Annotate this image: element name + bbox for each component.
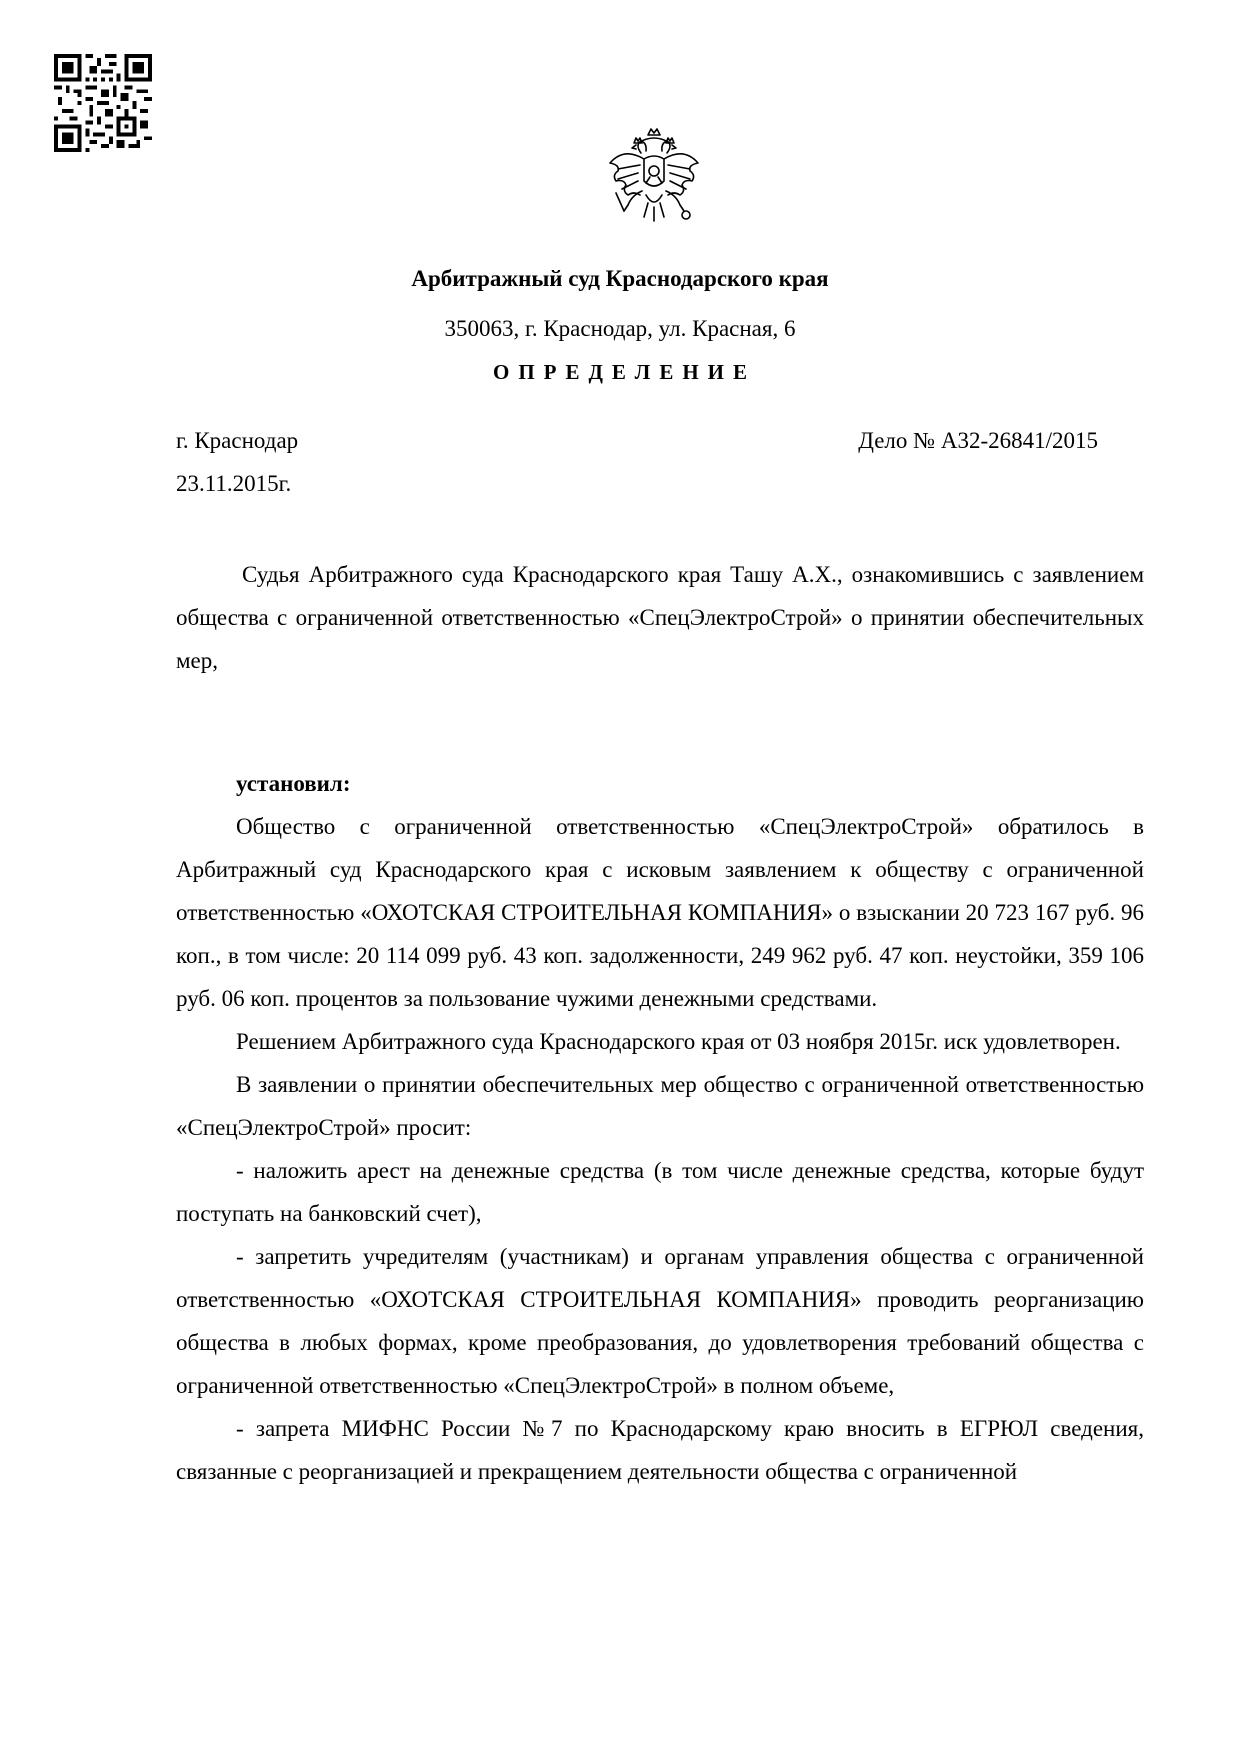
paragraph-decision: Решением Арбитражного суда Краснодарского края от 03 ноября 2015г. иск удовлетворен.: [236, 1029, 1121, 1054]
document-date: 23.11.2015г.: [176, 471, 292, 496]
court-name: Арбитражный суд Краснодарского края: [411, 266, 829, 291]
coat-of-arms-emblem: [604, 125, 704, 240]
case-number: Дело № А32-26841/2015: [858, 428, 1098, 453]
paragraph-claim: Общество с ограниченной ответственностью «СпецЭлектроСтрой» обратилось в Арбитражный суд Краснодарского края с исковым заявлением к обществу с ограниченной ответственностью «ОХОТСКАЯ СТРОИТЕЛЬНАЯ КОМПАНИЯ» о взыскании 20 723 167 руб. 96 коп., в том числе: 20 114 099 руб. 43 коп. задолженности, 249 962 руб. 47 коп. неустойки, 359 106 руб. 06 коп. процентов за пользование чужими денежными средствами.: [176, 814, 1144, 1011]
list-item-reorganization-ban: - запретить учредителям (участникам) и органам управления общества с ограниченной ответственностью «ОХОТСКАЯ СТРОИТЕЛЬНАЯ КОМПАНИЯ» проводить реорганизацию общества в любых формах, кроме преобразования, до удовлетворения требований общества с ограниченной ответственностью «СпецЭлектроСтрой» в полном объеме,: [176, 1244, 1144, 1398]
list-item-registry-ban: - запрета МИФНС России №7 по Краснодарскому краю вносить в ЕГРЮЛ сведения, связанные с реорганизацией и прекращением деятельности общества с ограниченной: [176, 1416, 1144, 1484]
document-type-title: ОПРЕДЕЛЕНИЕ: [492, 360, 756, 384]
paragraph-request: В заявлении о принятии обеспечительных мер общество с ограниченной ответственностью «СпецЭлектроСтрой» просит:: [176, 1072, 1144, 1140]
document-body: [176, 553, 1144, 1493]
court-address: 350063, г. Краснодар, ул. Красная, 6: [444, 316, 796, 341]
intro-paragraph: Судья Арбитражного суда Краснодарского края Ташу А.Х., ознакомившись с заявлением общества с ограниченной ответственностью «СпецЭлектроСтрой» о принятии обеспечительных мер,: [176, 562, 1144, 673]
qr-code: [54, 54, 152, 152]
city: г. Краснодар: [176, 428, 299, 453]
established-heading: установил:: [236, 771, 351, 796]
list-item-arrest: - наложить арест на денежные средства (в том числе денежные средства, которые будут поступать на банковский счет),: [176, 1158, 1144, 1226]
